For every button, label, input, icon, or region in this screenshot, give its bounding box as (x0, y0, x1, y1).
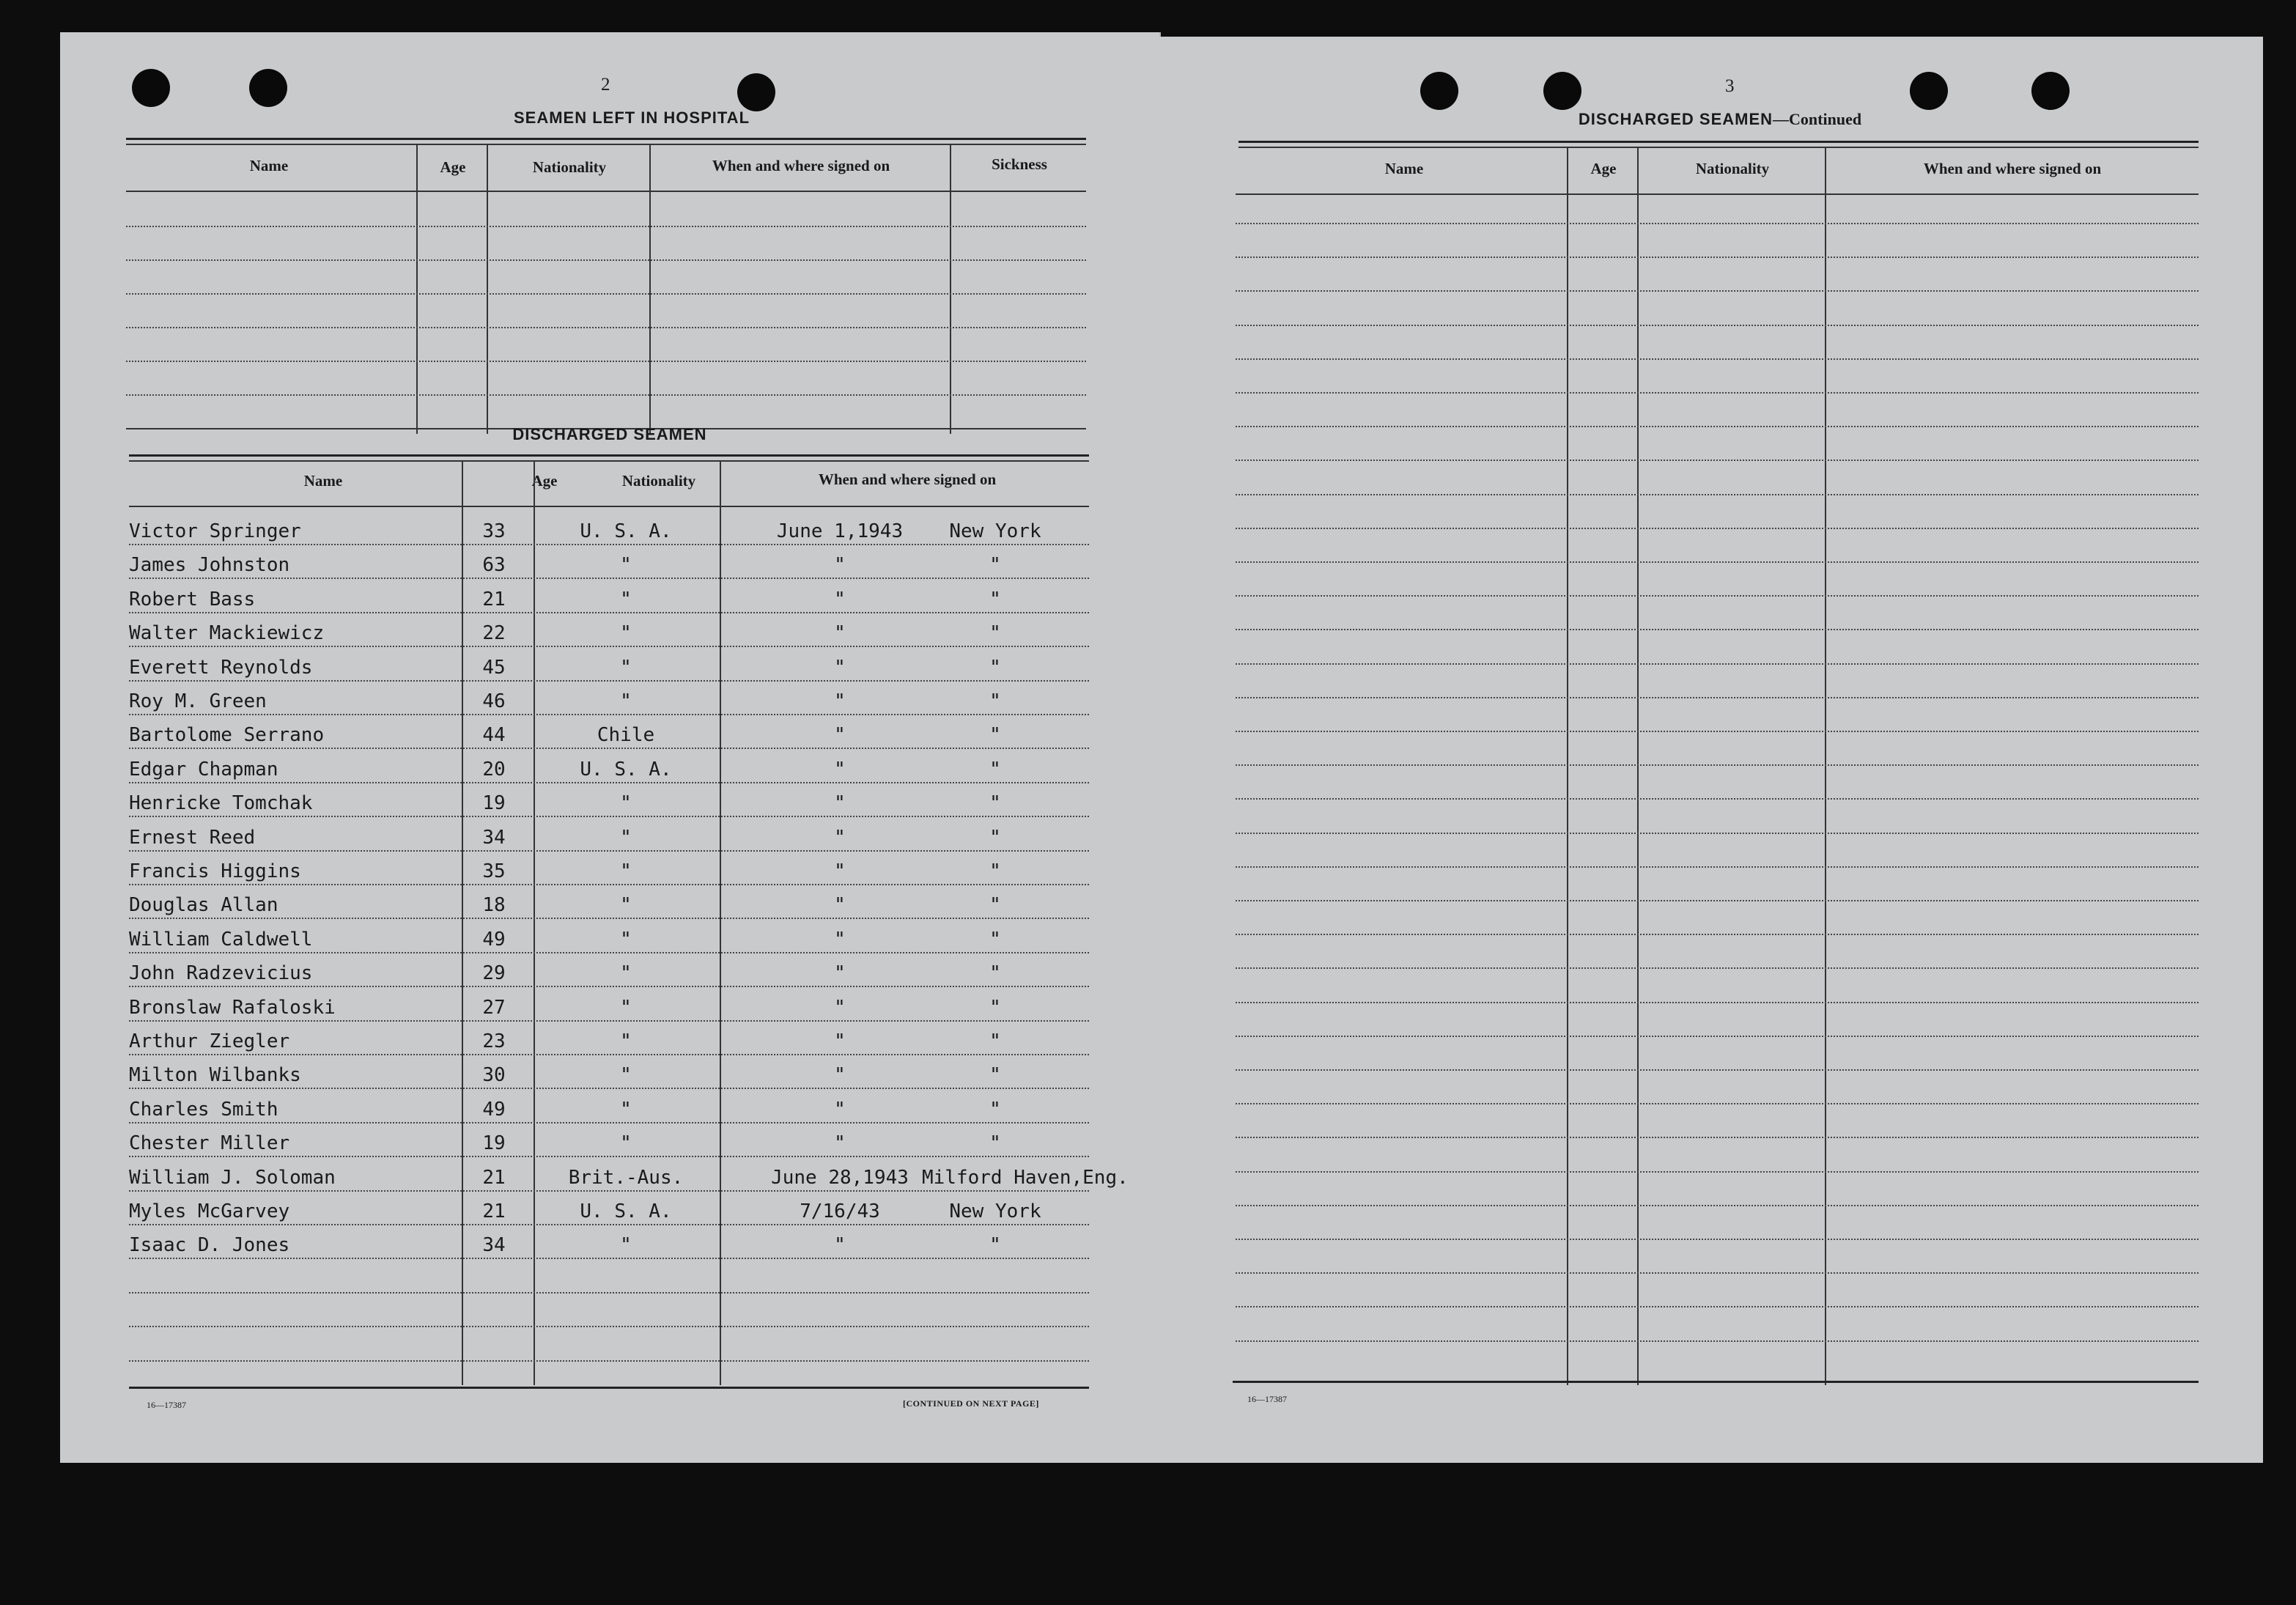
blank-row (1236, 1171, 2199, 1173)
table-rule (126, 191, 1086, 192)
signed-on-place: " (989, 894, 1001, 916)
column-divider (487, 144, 488, 434)
blank-row (126, 293, 1086, 295)
signed-on-date: " (834, 759, 846, 781)
seaman-name: Charles Smith (129, 1099, 278, 1121)
seaman-age: 46 (482, 690, 506, 712)
signed-on-date: " (834, 724, 846, 746)
blank-row (1236, 1205, 2199, 1206)
blank-row (1236, 967, 2199, 969)
blank-row (1236, 934, 2199, 935)
signed-on-date: " (834, 657, 846, 679)
blank-row (1236, 494, 2199, 495)
punch-hole (2031, 72, 2070, 110)
punch-hole (132, 69, 170, 107)
seaman-name: Myles McGarvey (129, 1200, 290, 1222)
table-row (129, 827, 1155, 852)
section-title-suffix: —Continued (1773, 110, 1862, 128)
signed-on-date: " (834, 588, 846, 610)
blank-row (1236, 1239, 2199, 1240)
seaman-name: Victor Springer (129, 520, 301, 542)
seaman-age: 18 (482, 894, 506, 916)
table-row (129, 929, 1155, 953)
blank-row (1236, 325, 2199, 326)
seaman-age: 45 (482, 657, 506, 679)
blank-row (1236, 1340, 2199, 1342)
page-number: 2 (601, 75, 610, 95)
seaman-age: 23 (482, 1030, 506, 1052)
table-row (129, 554, 1155, 579)
row-rule (129, 1326, 1089, 1327)
seaman-age: 35 (482, 860, 506, 882)
signed-on-place: " (989, 1030, 1001, 1052)
table-row (129, 1234, 1155, 1259)
table-row (129, 759, 1155, 783)
signed-on-place: " (989, 1234, 1001, 1256)
seaman-nationality: " (620, 827, 632, 849)
seaman-age: 29 (482, 962, 506, 984)
signed-on-place: " (989, 759, 1001, 781)
blank-row (1236, 595, 2199, 597)
blank-row (1236, 629, 2199, 630)
blank-row (1236, 1137, 2199, 1138)
blank-row (1236, 697, 2199, 698)
seaman-name: Bronslaw Rafaloski (129, 997, 336, 1019)
seaman-age: 44 (482, 724, 506, 746)
blank-row (126, 327, 1086, 328)
table-rule (126, 144, 1086, 145)
column-divider (1825, 147, 1826, 1385)
column-divider (950, 144, 951, 434)
table-row (129, 1030, 1155, 1055)
signed-on-date: " (834, 622, 846, 644)
seaman-nationality: U. S. A. (580, 520, 672, 542)
blank-row (1236, 1272, 2199, 1274)
table-row (129, 997, 1155, 1022)
table-row (129, 657, 1155, 682)
seaman-nationality: " (620, 1099, 632, 1121)
seaman-nationality: " (620, 1030, 632, 1052)
seaman-nationality: " (620, 657, 632, 679)
seaman-nationality: U. S. A. (580, 759, 672, 781)
blank-row (1236, 731, 2199, 732)
row-rule (129, 1360, 1089, 1362)
seaman-age: 21 (482, 1167, 506, 1189)
col-header-nationality: Nationality (532, 158, 607, 176)
col-header-nationality: Nationality (1695, 160, 1770, 177)
blank-row (1236, 1103, 2199, 1104)
signed-on-place: Milford Haven,Eng. (922, 1167, 1129, 1189)
seaman-name: James Johnston (129, 554, 290, 576)
seaman-nationality: " (620, 997, 632, 1019)
signed-on-date: " (834, 690, 846, 712)
table-rule (1239, 141, 2199, 143)
seaman-age: 63 (482, 554, 506, 576)
seaman-name: Walter Mackiewicz (129, 622, 325, 644)
seaman-age: 19 (482, 792, 506, 814)
blank-row (1236, 663, 2199, 665)
column-divider (1637, 147, 1639, 1385)
table-row (129, 690, 1155, 715)
seaman-nationality: " (620, 860, 632, 882)
table-row (129, 792, 1155, 817)
signed-on-date: " (834, 1099, 846, 1121)
col-header-name: Name (249, 157, 289, 174)
seaman-name: Ernest Reed (129, 827, 256, 849)
signed-on-date: " (834, 894, 846, 916)
discharged-section-title: DISCHARGED SEAMEN (512, 425, 707, 443)
seaman-nationality: " (620, 894, 632, 916)
table-row (129, 1064, 1155, 1089)
signed-on-date: " (834, 554, 846, 576)
seaman-nationality: " (620, 962, 632, 984)
signed-on-date: " (834, 1030, 846, 1052)
blank-row (1236, 798, 2199, 800)
signed-on-place: " (989, 929, 1001, 951)
signed-on-place: New York (949, 520, 1041, 542)
table-rule (126, 138, 1086, 140)
table-row (129, 860, 1155, 885)
col-header-name: Name (1384, 160, 1424, 177)
signed-on-place: " (989, 1132, 1001, 1154)
table-row (129, 1132, 1155, 1157)
signed-on-place: " (989, 1099, 1001, 1121)
seaman-nationality: U. S. A. (580, 1200, 672, 1222)
page-number: 3 (1725, 76, 1735, 96)
table-row (129, 588, 1155, 613)
blank-row (1236, 1069, 2199, 1071)
section-title-main: DISCHARGED SEAMEN (1578, 110, 1773, 128)
blank-row (1236, 1002, 2199, 1003)
blank-row (1236, 561, 2199, 563)
col-header-signed-on: When and where signed on (1923, 160, 2102, 177)
seaman-nationality: Chile (597, 724, 655, 746)
punch-hole (1543, 72, 1581, 110)
signed-on-date: " (834, 962, 846, 984)
punch-hole (1910, 72, 1948, 110)
blank-row (1236, 764, 2199, 766)
seaman-name: Roy M. Green (129, 690, 267, 712)
blank-row (1236, 528, 2199, 529)
continued-note: [CONTINUED ON NEXT PAGE] (903, 1398, 1039, 1409)
blank-row (1236, 1036, 2199, 1037)
seaman-name: William Caldwell (129, 929, 313, 951)
seaman-name: Everett Reynolds (129, 657, 313, 679)
seaman-name: Robert Bass (129, 588, 256, 610)
signed-on-place: " (989, 690, 1001, 712)
seaman-name: Douglas Allan (129, 894, 278, 916)
seaman-age: 34 (482, 1234, 506, 1256)
seaman-age: 34 (482, 827, 506, 849)
table-row (129, 1167, 1155, 1192)
blank-row (126, 361, 1086, 362)
blank-row (1236, 426, 2199, 427)
signed-on-date: " (834, 997, 846, 1019)
seaman-name: Arthur Ziegler (129, 1030, 290, 1052)
seaman-nationality: " (620, 554, 632, 576)
signed-on-place: " (989, 657, 1001, 679)
table-rule (1239, 147, 2199, 148)
table-rule (1236, 193, 2199, 195)
seaman-age: 49 (482, 929, 506, 951)
seaman-name: Francis Higgins (129, 860, 301, 882)
seaman-nationality: " (620, 1234, 632, 1256)
table-rule (129, 454, 1089, 457)
signed-on-place: " (989, 860, 1001, 882)
seaman-name: Milton Wilbanks (129, 1064, 301, 1086)
seaman-age: 49 (482, 1099, 506, 1121)
seaman-nationality: " (620, 929, 632, 951)
seaman-name: Isaac D. Jones (129, 1234, 290, 1256)
blank-row (1236, 257, 2199, 258)
seaman-name: Chester Miller (129, 1132, 290, 1154)
blank-row (1236, 900, 2199, 901)
seaman-age: 20 (482, 759, 506, 781)
form-number: 16—17387 (1247, 1394, 1287, 1404)
col-header-age: Age (531, 472, 558, 490)
table-rule (1233, 1381, 2199, 1383)
signed-on-place: " (989, 997, 1001, 1019)
signed-on-place: " (989, 622, 1001, 644)
signed-on-place: " (989, 724, 1001, 746)
table-rule (129, 460, 1089, 462)
blank-row (1236, 460, 2199, 461)
column-divider (1567, 147, 1568, 1385)
seaman-age: 27 (482, 997, 506, 1019)
signed-on-date: " (834, 827, 846, 849)
seaman-nationality: Brit.-Aus. (568, 1167, 684, 1189)
signed-on-date: 7/16/43 (800, 1200, 880, 1222)
seaman-name: William J. Soloman (129, 1167, 336, 1189)
seaman-age: 19 (482, 1132, 506, 1154)
seaman-nationality: " (620, 1064, 632, 1086)
signed-on-date: " (834, 860, 846, 882)
col-header-sickness: Sickness (992, 155, 1047, 173)
table-row (129, 962, 1155, 987)
table-rule (129, 1387, 1089, 1389)
hospital-section-title: SEAMEN LEFT IN HOSPITAL (513, 108, 750, 127)
punch-hole (249, 69, 287, 107)
table-rule (129, 506, 1089, 507)
signed-on-place: New York (949, 1200, 1041, 1222)
table-row (129, 520, 1155, 545)
blank-row (1236, 392, 2199, 394)
signed-on-place: " (989, 827, 1001, 849)
blank-row (1236, 223, 2199, 224)
punch-hole (1420, 72, 1458, 110)
seaman-name: John Radzevicius (129, 962, 313, 984)
blank-row (1236, 290, 2199, 292)
table-row (129, 894, 1155, 919)
blank-row (1236, 866, 2199, 868)
right-page (1159, 37, 2263, 1463)
seaman-name: Bartolome Serrano (129, 724, 325, 746)
punch-hole (737, 73, 775, 111)
column-divider (416, 144, 418, 434)
signed-on-place: " (989, 588, 1001, 610)
row-rule (129, 1292, 1089, 1294)
table-row (129, 724, 1155, 749)
seaman-age: 33 (482, 520, 506, 542)
signed-on-place: " (989, 792, 1001, 814)
col-header-nationality: Nationality (621, 472, 696, 490)
col-header-name: Name (303, 472, 343, 490)
seaman-nationality: " (620, 690, 632, 712)
blank-row (126, 259, 1086, 261)
column-divider (649, 144, 651, 434)
signed-on-place: " (989, 554, 1001, 576)
table-row (129, 1200, 1155, 1225)
table-row (129, 1099, 1155, 1124)
col-header-signed-on: When and where signed on (712, 157, 890, 174)
signed-on-place: " (989, 962, 1001, 984)
form-number: 16—17387 (147, 1400, 186, 1410)
signed-on-date: " (834, 792, 846, 814)
blank-row (1236, 358, 2199, 360)
seaman-age: 21 (482, 588, 506, 610)
seaman-age: 30 (482, 1064, 506, 1086)
col-header-signed-on: When and where signed on (818, 471, 997, 488)
signed-on-date: " (834, 929, 846, 951)
signed-on-date: " (834, 1132, 846, 1154)
seaman-nationality: " (620, 622, 632, 644)
discharged-continued-title (1566, 110, 1874, 129)
signed-on-date: June 28,1943 (771, 1167, 909, 1189)
blank-row (1236, 1306, 2199, 1307)
signed-on-place: " (989, 1064, 1001, 1086)
seaman-age: 21 (482, 1200, 506, 1222)
seaman-nationality: " (620, 588, 632, 610)
blank-row (126, 226, 1086, 227)
seaman-age: 22 (482, 622, 506, 644)
seaman-nationality: " (620, 792, 632, 814)
blank-row (1236, 833, 2199, 834)
seaman-name: Henricke Tomchak (129, 792, 313, 814)
left-page (60, 32, 1159, 1463)
signed-on-date: " (834, 1064, 846, 1086)
signed-on-date: " (834, 1234, 846, 1256)
seaman-nationality: " (620, 1132, 632, 1154)
col-header-age: Age (440, 158, 466, 176)
table-row (129, 622, 1155, 647)
blank-row (126, 394, 1086, 396)
signed-on-date: June 1,1943 (776, 520, 904, 542)
col-header-age: Age (1590, 160, 1617, 177)
seaman-name: Edgar Chapman (129, 759, 278, 781)
